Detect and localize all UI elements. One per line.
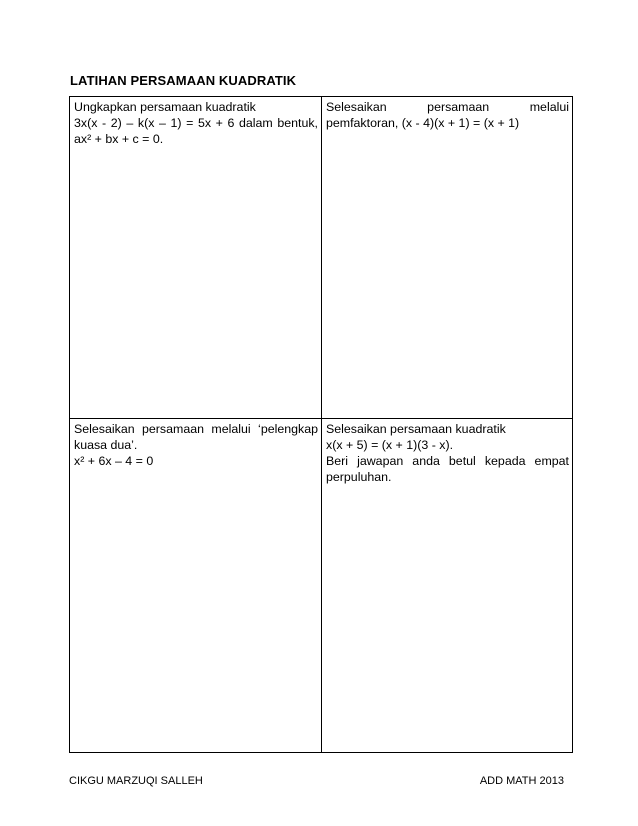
question-cell-2 (326, 99, 569, 131)
question-4-line-2: x(x + 5) = (x + 1)(3 - x). (326, 438, 454, 452)
question-4-line-1: Selesaikan persamaan kuadratik (326, 422, 506, 436)
question-cell-1 (74, 99, 318, 147)
page-title: LATIHAN PERSAMAAN KUADRATIK (70, 73, 297, 88)
question-1-line-2: 3x(x - 2) – k(x – 1) = 5x + 6 dalam bentuk, (74, 116, 318, 130)
question-4-line-3: Beri jawapan anda betul kepada empat (326, 454, 569, 468)
column-divider (321, 97, 322, 752)
question-4-line-4: perpuluhan. (326, 470, 392, 484)
question-1-line-1: Ungkapkan persamaan kuadratik (74, 100, 256, 114)
row-divider (70, 418, 572, 419)
question-3-line-2: kuasa dua’. (74, 438, 138, 452)
question-3-line-3: x² + 6x – 4 = 0 (74, 454, 154, 468)
footer-author: CIKGU MARZUQI SALLEH (69, 775, 203, 787)
question-2-line-2: pemfaktoran, (x - 4)(x + 1) = (x + 1) (326, 116, 520, 130)
exercise-table (69, 96, 573, 753)
question-3-line-1: Selesaikan persamaan melalui ‘pelengkap (74, 422, 318, 436)
question-cell-4 (326, 421, 569, 485)
question-cell-3 (74, 421, 318, 469)
question-2-line-1: Selesaikan persamaan melalui (326, 100, 569, 114)
question-1-line-3: ax² + bx + c = 0. (74, 132, 164, 146)
footer-subject: ADD MATH 2013 (479, 775, 564, 787)
